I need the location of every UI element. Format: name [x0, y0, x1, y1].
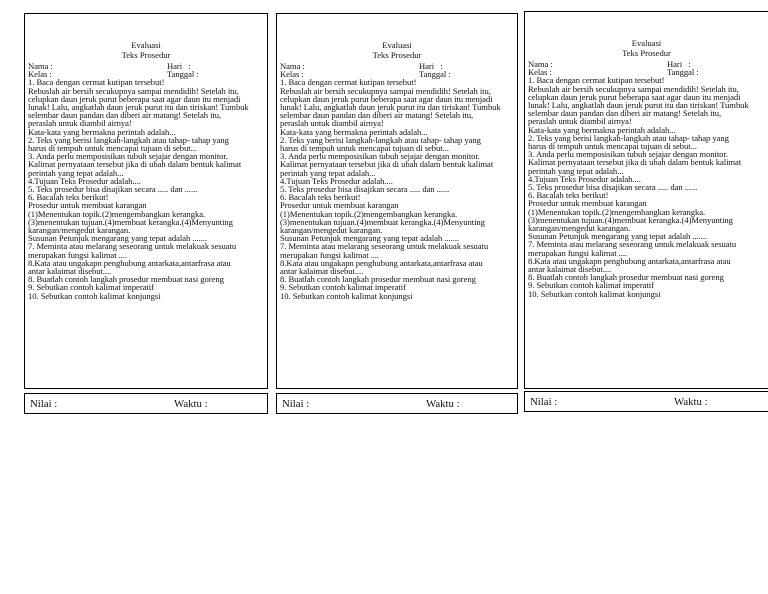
- worksheet-body: [25, 60, 267, 300]
- question-line: celupkan daun jeruk purut beberapa saat agar daun itu menjadi: [528, 91, 741, 102]
- question-line: Susunan Petunjuk mengarang yang tepat adalah .......: [28, 233, 208, 244]
- question-line: antar kalaimat disebut....: [280, 266, 364, 277]
- question-line: 6. Bacalah teks berikut!: [28, 192, 109, 203]
- question-line: Kata-kata yang bermakna perintah adalah...: [280, 126, 428, 137]
- question-line: Kata-kata yang bermakna perintah adalah...: [528, 124, 676, 135]
- question-line: 2. Teks yang berisi langkah-langkah atau tahap- tahap yang: [28, 134, 229, 145]
- class-label: Kelas :: [280, 69, 304, 80]
- question-line: 3. Anda perlu memposisikan tubuh sejajar dengan monitor.: [280, 151, 480, 162]
- question-line: celupkan daun jeruk purut beberapa saat agar daun itu menjadi: [280, 93, 493, 104]
- worksheet-1: [24, 13, 268, 415]
- question-line: 9. Sebutkan contoh kalimat imperatif: [28, 282, 154, 293]
- question-line: 8. Buatlah contoh langkah prosedur membuat nasi goreng: [280, 274, 476, 285]
- question-line: merupakan fungsi kalimat ....: [280, 249, 380, 260]
- question-line: 9. Sebutkan contoh kalimat imperatif: [280, 282, 406, 293]
- question-line: 7. Meminta atau melarang seseorang untuk melakuak sesuatu: [280, 241, 489, 252]
- question-line: harus di tempuh untuk mencapai tujuan di sebut...: [28, 143, 197, 154]
- class-label: Kelas :: [528, 67, 552, 78]
- question-line: merupakan fungsi kalimat ....: [28, 249, 128, 260]
- day-label: Hari :: [167, 61, 191, 71]
- worksheet-subtitle: Teks Prosedur: [372, 49, 422, 60]
- question-lines: [28, 78, 265, 299]
- question-line: 4.Tujuan Teks Prosedur adalah....: [280, 175, 393, 186]
- question-line: 10. Sebutkan contoh kalimat konjungsi: [280, 290, 413, 301]
- question-line: selembar daun pandan dan diberi air matang! Setelah itu,: [280, 110, 474, 121]
- worksheet-title: Evaluasi: [131, 40, 161, 50]
- date-label: Tanggal :: [419, 69, 451, 80]
- worksheet-subtitle: Teks Prosedur: [121, 49, 171, 60]
- question-line: 1. Baca dengan cermat kutipan tersebut!: [528, 75, 665, 86]
- question-line: Prosedur untuk membuat karangan: [280, 200, 399, 211]
- nilai-label: Nilai :: [530, 395, 558, 408]
- question-line: peraslah untuk diambil airnya!: [28, 118, 132, 129]
- question-line: (3)menentukan tujuan.(4)membuat kerangka.(4)Menyunting: [528, 214, 733, 225]
- day-label: Hari :: [667, 59, 691, 69]
- question-line: antar kalaimat disebut....: [28, 266, 112, 277]
- question-line: 5. Teks prosedur bisa disajikan secara ..... dan ......: [280, 184, 450, 195]
- worksheet-content-box: [276, 13, 518, 389]
- name-day-row: [28, 62, 265, 70]
- question-line: (3)menentukan tujuan.(4)membuat kerangka.(4)Menyunting: [28, 216, 233, 227]
- question-line: 2. Teks yang berisi langkah-langkah atau tahap- tahap yang: [280, 134, 481, 145]
- question-line: 3. Anda perlu memposisikan tubuh sejajar dengan monitor.: [528, 149, 728, 160]
- worksheet-content-box: [24, 13, 268, 389]
- question-line: harus di tempuh untuk mencapai tujuan di sebut...: [280, 143, 449, 154]
- question-line: 2. Teks yang berisi langkah-langkah atau tahap- tahap yang: [528, 132, 729, 143]
- question-line: Prosedur untuk membuat karangan: [28, 200, 147, 211]
- worksheet-title: Evaluasi: [382, 40, 412, 50]
- question-line: merupakan fungsi kalimat ....: [528, 247, 628, 258]
- name-label: Nama :: [28, 61, 53, 71]
- nilai-label: Nilai :: [30, 397, 58, 410]
- question-line: harus di tempuh untuk mencapai tujuan di sebut...: [528, 141, 697, 152]
- question-line: 4.Tujuan Teks Prosedur adalah....: [528, 173, 641, 184]
- name-label: Nama :: [280, 61, 305, 71]
- worksheet-footer: [276, 393, 518, 414]
- question-line: karangan/mengedut karangan.: [28, 225, 131, 236]
- question-line: peraslah untuk diambil airnya!: [528, 116, 632, 127]
- question-line: (1)Menentukan topik.(2)mengembangkan kerangka.: [528, 206, 706, 217]
- question-lines: [528, 76, 766, 297]
- waktu-label: Waktu :: [674, 395, 708, 408]
- worksheet-content-box: [524, 11, 768, 389]
- question-lines: [280, 78, 515, 299]
- question-line: lunak! Lalu, angkatlah daun jeruk purut itu dan tiriskan! Tumbuk: [28, 102, 249, 113]
- worksheet-header: [277, 41, 517, 60]
- worksheet-subtitle: Teks Prosedur: [622, 47, 671, 58]
- question-line: Kalimat pernyataan tersebut jika di ubah dalam bentuk kalimat: [280, 159, 494, 170]
- name-day-row: [528, 60, 766, 68]
- question-line: karangan/mengedut karangan.: [280, 225, 383, 236]
- day-label: Hari :: [419, 61, 443, 71]
- worksheet-2: [276, 13, 518, 415]
- question-line: selembar daun pandan dan diberi air matang! Setelah itu,: [28, 110, 222, 121]
- question-line: perintah yang tepat adalah...: [528, 165, 624, 176]
- question-line: lunak! Lalu, angkatlah daun jeruk purut itu dan tiriskan! Tumbuk: [280, 102, 501, 113]
- question-line: Kata-kata yang bermakna perintah adalah...: [28, 126, 176, 137]
- question-line: 8.Kata atau ungakapn penghubung antarkata,antarfrasa atau: [280, 257, 483, 268]
- question-line: 4.Tujuan Teks Prosedur adalah....: [28, 175, 141, 186]
- question-line: selembar daun pandan dan diberi air matang! Setelah itu,: [528, 108, 722, 119]
- worksheet-footer: [524, 391, 768, 412]
- question-line: perintah yang tepat adalah...: [28, 167, 124, 178]
- date-label: Tanggal :: [667, 67, 699, 78]
- question-line: karangan/mengedut karangan.: [528, 223, 631, 234]
- question-line: Susunan Petunjuk mengarang yang tepat adalah .......: [528, 231, 708, 242]
- question-line: 8. Buatlah contoh langkah prosedur membuat nasi goreng: [528, 272, 724, 283]
- question-line: (3)menentukan tujuan.(4)membuat kerangka.(4)Menyunting: [280, 216, 485, 227]
- question-line: 8.Kata atau ungakapn penghubung antarkata,antarfrasa atau: [28, 257, 231, 268]
- question-line: 6. Bacalah teks berikut!: [528, 190, 609, 201]
- question-line: 1. Baca dengan cermat kutipan tersebut!: [28, 77, 165, 88]
- class-label: Kelas :: [28, 69, 52, 80]
- question-line: Rebuslah air bersih secukupnya sampai mendidih! Setelah itu,: [528, 83, 739, 94]
- question-line: Kalimat pernyataan tersebut jika di ubah dalam bentuk kalimat: [528, 157, 742, 168]
- question-line: 7. Meminta atau melarang seseorang untuk melakuak sesuatu: [528, 239, 737, 250]
- question-line: 7. Meminta atau melarang seseorang untuk melakuak sesuatu: [28, 241, 237, 252]
- worksheet-title: Evaluasi: [631, 38, 662, 48]
- question-line: 8. Buatlah contoh langkah prosedur membuat nasi goreng: [28, 274, 224, 285]
- question-line: 5. Teks prosedur bisa disajikan secara ..... dan ......: [28, 184, 198, 195]
- question-line: perintah yang tepat adalah...: [280, 167, 376, 178]
- question-line: 8.Kata atau ungakapn penghubung antarkata,antarfrasa atau: [528, 255, 731, 266]
- question-line: (1)Menentukan topik.(2)mengembangkan kerangka.: [28, 208, 206, 219]
- waktu-label: Waktu :: [426, 397, 460, 410]
- worksheet-header: [25, 41, 267, 60]
- worksheet-header: [525, 39, 768, 58]
- question-line: lunak! Lalu, angkatlah daun jeruk purut itu dan tiriskan! Tumbuk: [528, 100, 749, 111]
- name-label: Nama :: [528, 59, 553, 69]
- question-line: 10. Sebutkan contoh kalimat konjungsi: [28, 290, 161, 301]
- question-line: Susunan Petunjuk mengarang yang tepat adalah .......: [280, 233, 460, 244]
- worksheet-footer: [24, 393, 268, 414]
- question-line: 10. Sebutkan contoh kalimat konjungsi: [528, 288, 661, 299]
- question-line: 5. Teks prosedur bisa disajikan secara ..... dan ......: [528, 182, 698, 193]
- question-line: peraslah untuk diambil airnya!: [280, 118, 384, 129]
- name-day-row: [280, 62, 515, 70]
- question-line: 3. Anda perlu memposisikan tubuh sejajar dengan monitor.: [28, 151, 228, 162]
- question-line: 6. Bacalah teks berikut!: [280, 192, 361, 203]
- worksheet-body: [277, 60, 517, 300]
- question-line: antar kalaimat disebut....: [528, 264, 612, 275]
- question-line: Rebuslah air bersih secukupnya sampai mendidih! Setelah itu,: [280, 85, 491, 96]
- question-line: 1. Baca dengan cermat kutipan tersebut!: [280, 77, 417, 88]
- date-label: Tanggal :: [167, 69, 199, 80]
- worksheet-3: [524, 11, 768, 413]
- question-line: 9. Sebutkan contoh kalimat imperatif: [528, 280, 654, 291]
- nilai-label: Nilai :: [282, 397, 310, 410]
- question-line: Kalimat pernyataan tersebut jika di ubah dalam bentuk kalimat: [28, 159, 242, 170]
- worksheet-body: [525, 58, 768, 298]
- waktu-label: Waktu :: [174, 397, 208, 410]
- question-line: Prosedur untuk membuat karangan: [528, 198, 647, 209]
- question-line: (1)Menentukan topik.(2)mengembangkan kerangka.: [280, 208, 458, 219]
- question-line: Rebuslah air bersih secukupnya sampai mendidih! Setelah itu,: [28, 85, 239, 96]
- question-line: celupkan daun jeruk purut beberapa saat agar daun itu menjadi: [28, 93, 241, 104]
